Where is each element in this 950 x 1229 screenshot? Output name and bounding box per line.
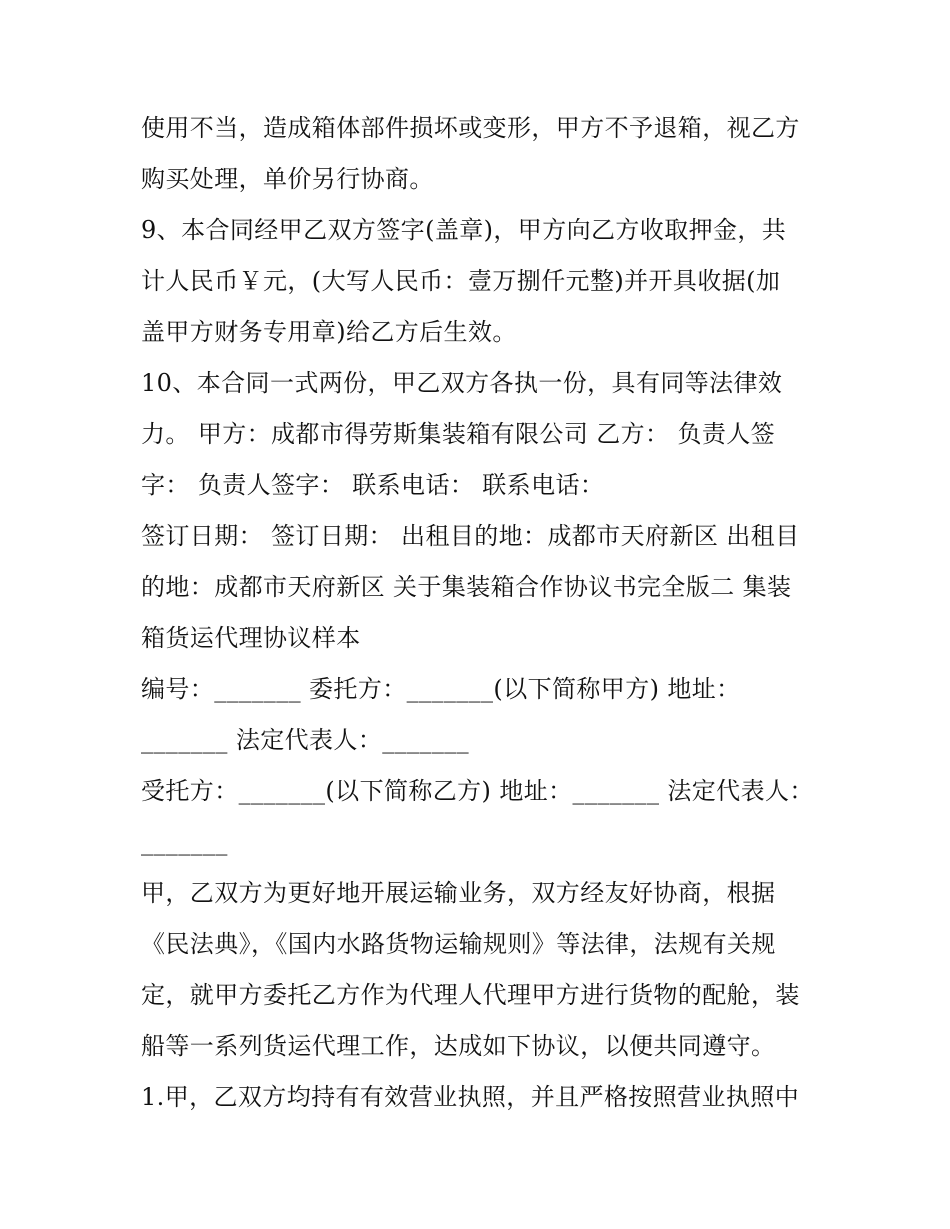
preamble-line: 定，就甲方委托乙方作为代理人代理甲方进行货物的配舱，装 bbox=[141, 981, 800, 1009]
document-body bbox=[141, 103, 821, 1123]
parties-line: _______ bbox=[141, 828, 228, 856]
parties-line: 编号：_______ 委托方：_______(以下简称甲方) 地址： bbox=[141, 675, 741, 703]
signature-line: 字： 负责人签字： 联系电话： 联系电话： bbox=[141, 471, 605, 499]
text-line: 使用不当，造成箱体部件损坏或变形，甲方不予退箱，视乙方 bbox=[141, 114, 800, 142]
text-line: 购买处理，单价另行协商。 bbox=[141, 165, 434, 193]
text-line: 计人民币￥元，(大写人民币：壹万捌仟元整)并开具收据(加 bbox=[141, 267, 781, 295]
preamble-line: 船等一系列货运代理工作，达成如下协议，以便共同遵守。 bbox=[141, 1032, 776, 1060]
text-line: 盖甲方财务专用章)给乙方后生效。 bbox=[141, 318, 517, 346]
parties-line: _______ 法定代表人：_______ bbox=[141, 726, 470, 754]
signature-line: 签订日期： 签订日期： 出租目的地：成都市天府新区 出租目 bbox=[141, 522, 800, 550]
clause-1: 1.甲，乙双方均持有有效营业执照，并且严格按照营业执照中 bbox=[141, 1083, 800, 1111]
document-heading: 箱货运代理协议样本 bbox=[141, 624, 361, 652]
parties-line: 受托方：_______(以下简称乙方) 地址：_______ 法定代表人： bbox=[141, 777, 814, 805]
preamble-line: 甲，乙双方为更好地开展运输业务，双方经友好协商，根据 bbox=[141, 879, 776, 907]
clause-10: 10、本合同一式两份，甲乙双方各执一份，具有同等法律效 bbox=[141, 369, 783, 397]
text-line: 的地：成都市天府新区 关于集装箱合作协议书完全版二 集装 bbox=[141, 573, 792, 601]
preamble-line: 《民法典》，《国内水路货物运输规则》等法律，法规有关规 bbox=[141, 930, 776, 958]
signature-line: 力。 甲方：成都市得劳斯集装箱有限公司 乙方： 负责人签 bbox=[141, 420, 776, 448]
clause-9: 9、本合同经甲乙双方签字(盖章)，甲方向乙方收取押金，共 bbox=[141, 216, 787, 244]
